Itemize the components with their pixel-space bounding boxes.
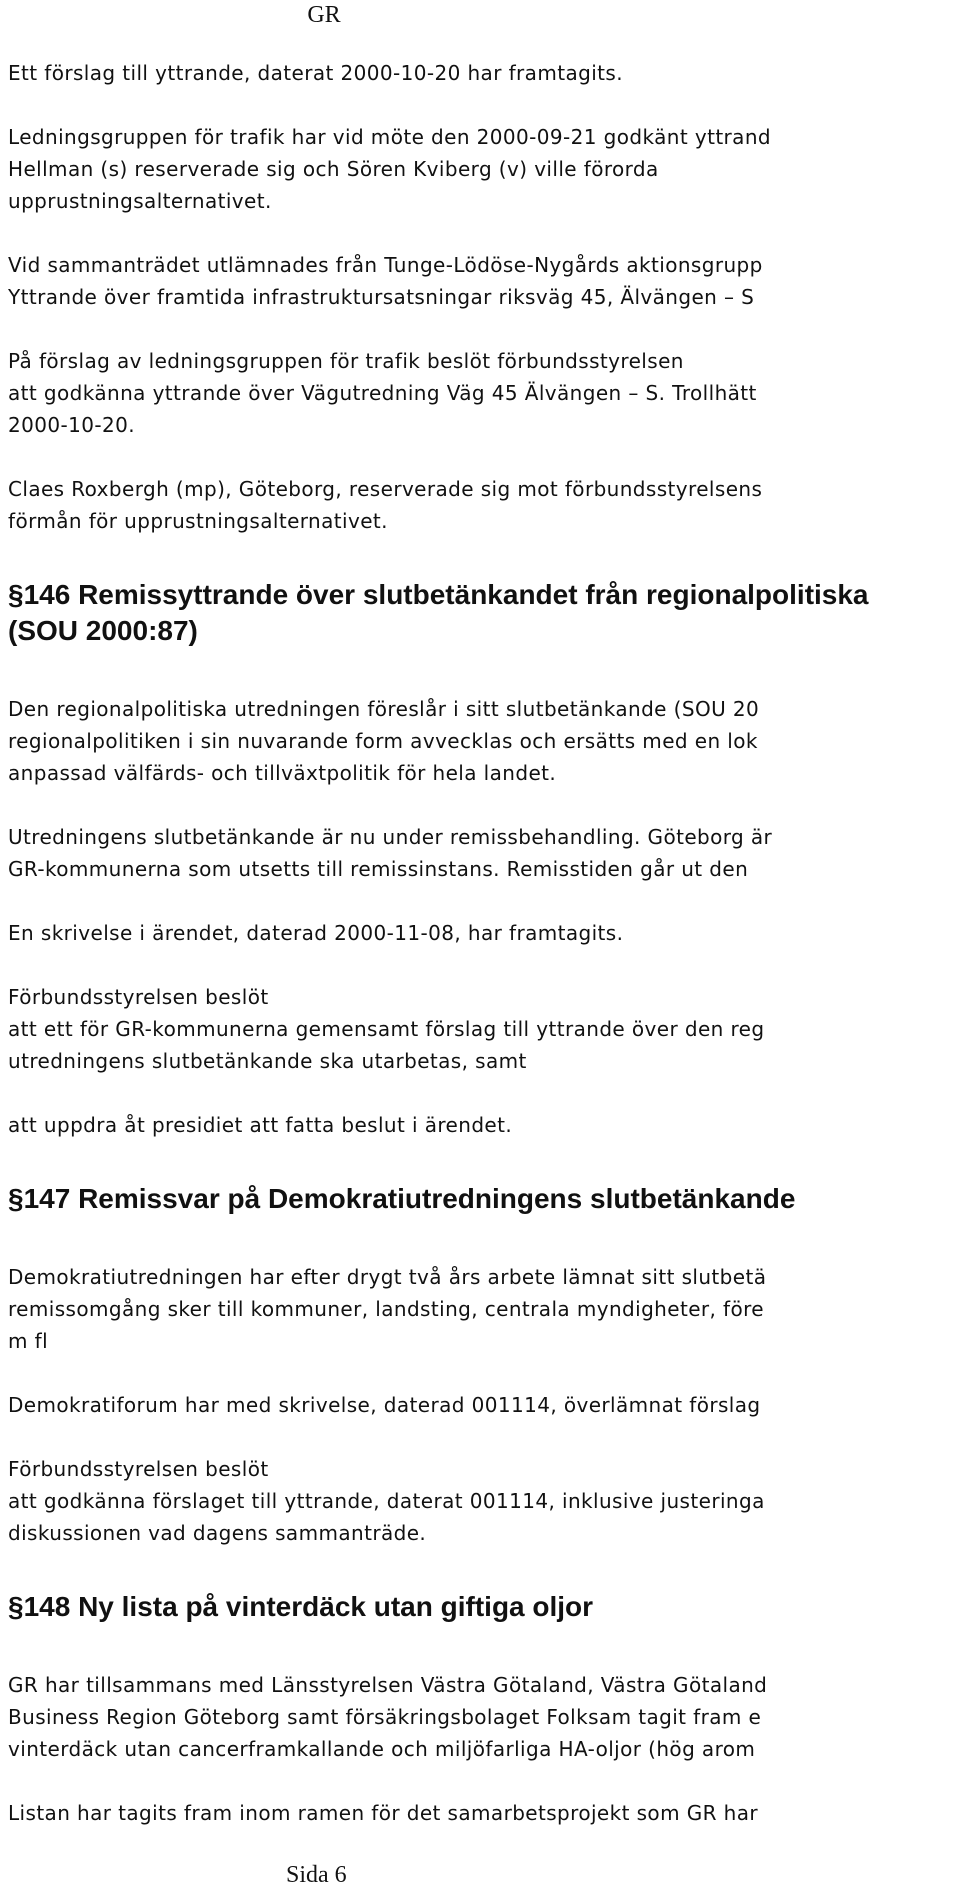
text-line: Business Region Göteborg samt försäkringsbolaget Folksam tagit fram e — [8, 1705, 762, 1729]
text-line: Listan har tagits fram inom ramen för det samarbetsprojekt som GR har — [8, 1801, 759, 1825]
paragraph — [8, 693, 960, 789]
page-number: Sida 6 — [286, 1862, 347, 1888]
text-line: GR har tillsammans med Länsstyrelsen Västra Götaland, Västra Götaland — [8, 1673, 768, 1697]
heading-line: §148 Ny lista på vinterdäck utan giftiga oljor — [8, 1591, 594, 1622]
paragraph — [8, 473, 960, 537]
text-line: Yttrande över framtida infrastruktursatsningar riksväg 45, Älvängen – S — [8, 285, 755, 309]
paragraph — [8, 1389, 960, 1421]
text-line: Demokratiforum har med skrivelse, daterad 001114, överlämnat förslag — [8, 1393, 761, 1417]
text-line: Demokratiutredningen har efter drygt två års arbete lämnat sitt slutbetä — [8, 1265, 767, 1289]
text-line: m fl — [8, 1329, 49, 1353]
heading-line: §146 Remissyttrande över slutbetänkandet från regionalpolitiska — [8, 579, 869, 610]
text-line: Utredningens slutbetänkande är nu under remissbehandling. Göteborg är — [8, 825, 773, 849]
heading-line: §147 Remissvar på Demokratiutredningens slutbetänkande — [8, 1183, 796, 1214]
text-line: Ett förslag till yttrande, daterat 2000-10-20 har framtagits. — [8, 61, 623, 85]
text-line: vinterdäck utan cancerframkallande och miljöfarliga HA-oljor (hög arom — [8, 1737, 756, 1761]
text-line: utredningens slutbetänkande ska utarbetas, samt — [8, 1049, 527, 1073]
text-line: att godkänna yttrande över Vägutredning Väg 45 Älvängen – S. Trollhätt — [8, 381, 757, 405]
paragraph — [8, 249, 960, 313]
paragraph — [8, 821, 960, 885]
text-line: regionalpolitiken i sin nuvarande form avvecklas och ersätts med en lok — [8, 729, 758, 753]
text-line: diskussionen vad dagens sammanträde. — [8, 1521, 427, 1545]
text-line: Förbundsstyrelsen beslöt — [8, 1457, 269, 1481]
paragraph — [8, 1261, 960, 1357]
section-heading-146 — [8, 577, 960, 649]
paragraph — [8, 121, 960, 217]
text-line: Förbundsstyrelsen beslöt — [8, 985, 269, 1009]
heading-line: (SOU 2000:87) — [8, 615, 198, 646]
paragraph — [8, 917, 960, 949]
paragraph — [8, 57, 960, 89]
document-body — [8, 57, 960, 1861]
text-line: anpassad välfärds- och tillväxtpolitik för hela landet. — [8, 761, 557, 785]
text-line: förmån för upprustningsalternativet. — [8, 509, 388, 533]
text-line: GR-kommunerna som utsetts till remissinstans. Remisstiden går ut den — [8, 857, 749, 881]
text-line: upprustningsalternativet. — [8, 189, 272, 213]
text-line: remissomgång sker till kommuner, landsting, centrala myndigheter, före — [8, 1297, 764, 1321]
text-line: Claes Roxbergh (mp), Göteborg, reserverade sig mot förbundsstyrelsens — [8, 477, 763, 501]
text-line: Hellman (s) reserverade sig och Sören Kviberg (v) ville förorda — [8, 157, 659, 181]
paragraph — [8, 1669, 960, 1765]
page-header: GR — [307, 2, 341, 28]
text-line: Den regionalpolitiska utredningen föreslår i sitt slutbetänkande (SOU 20 — [8, 697, 760, 721]
text-line: Ledningsgruppen för trafik har vid möte den 2000-09-21 godkänt yttrand — [8, 125, 772, 149]
paragraph — [8, 345, 960, 441]
text-line: 2000-10-20. — [8, 413, 135, 437]
text-line: att ett för GR-kommunerna gemensamt förslag till yttrande över den reg — [8, 1017, 765, 1041]
paragraph — [8, 1797, 960, 1829]
text-line: På förslag av ledningsgruppen för trafik beslöt förbundsstyrelsen — [8, 349, 684, 373]
section-heading-147 — [8, 1181, 960, 1217]
section-heading-148 — [8, 1589, 960, 1625]
text-line: En skrivelse i ärendet, daterad 2000-11-08, har framtagits. — [8, 921, 624, 945]
text-line: att uppdra åt presidiet att fatta beslut i ärendet. — [8, 1113, 513, 1137]
text-line: att godkänna förslaget till yttrande, daterat 001114, inklusive justeringa — [8, 1489, 765, 1513]
text-line: Vid sammanträdet utlämnades från Tunge-Lödöse-Nygårds aktionsgrupp — [8, 253, 763, 277]
paragraph — [8, 1109, 960, 1141]
decision-paragraph — [8, 981, 960, 1077]
decision-paragraph — [8, 1453, 960, 1549]
